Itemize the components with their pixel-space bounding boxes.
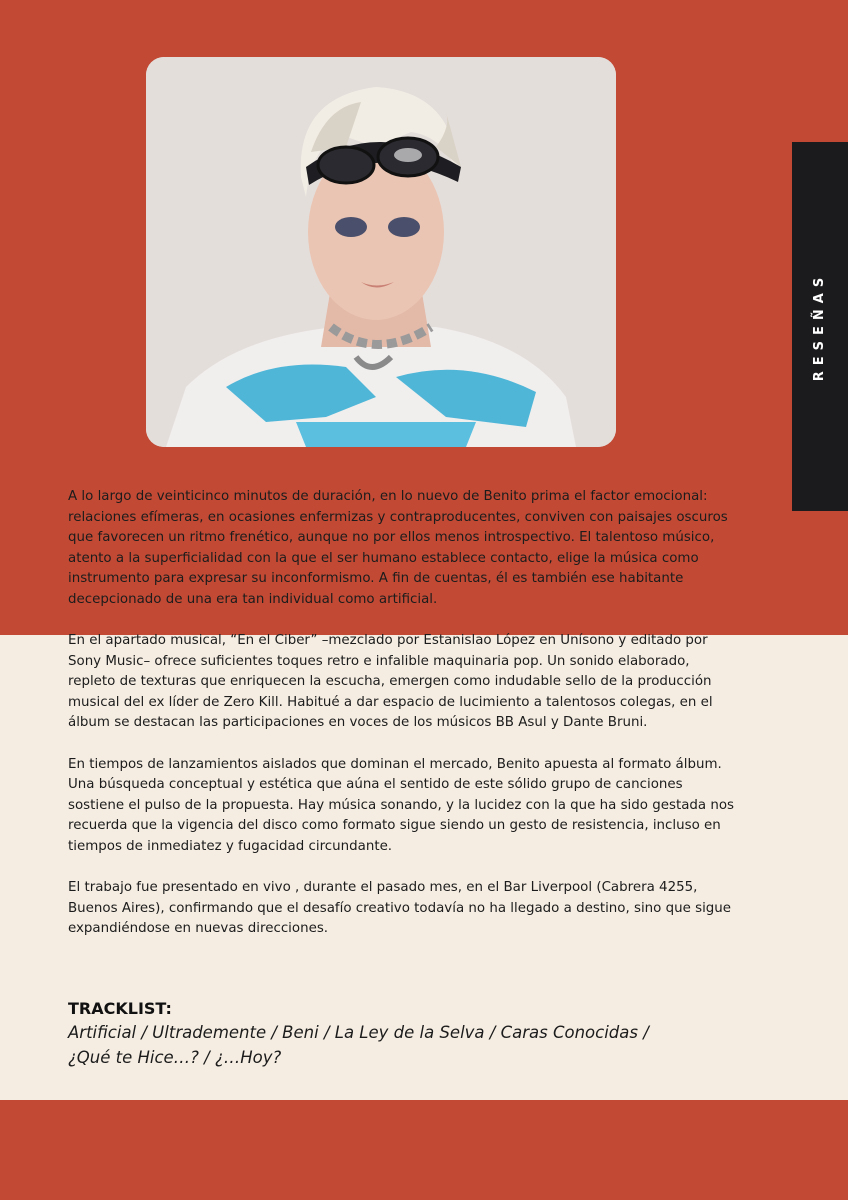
tracklist-line-2: ¿Qué te Hice…? / ¿…Hoy?	[68, 1048, 282, 1067]
tracklist-line-1: Artificial / Ultrademente / Beni / La Ley de la Selva / Caras Conocidas /	[68, 1023, 649, 1042]
review-body	[68, 487, 738, 961]
portrait-illustration	[146, 57, 616, 447]
bottom-color-band	[0, 1100, 848, 1200]
paragraph-4: El trabajo fue presentado en vivo , durante el pasado mes, en el Bar Liverpool (Cabrera 4255, Buenos Aires), confirmando que el desafío creativo todavía no ha llegado a destino, sino que sigue expandiéndose en nuevas direcciones.	[68, 880, 732, 936]
tracklist-heading: TRACKLIST:	[68, 999, 172, 1018]
section-tab-label: RESEÑAS	[812, 271, 828, 382]
section-tab	[792, 142, 848, 511]
artist-portrait	[146, 57, 616, 447]
paragraph-3: En tiempos de lanzamientos aislados que dominan el mercado, Benito apuesta al formato álbum. Una búsqueda conceptual y estética que aúna el sentido de este sólido grupo de canciones sostiene el pulso de la propuesta. Hay música sonando, y la lucidez con la que ha sido gestada nos recuerda que la vigencia del disco como formato sigue siendo un gesto de resistencia, incluso en tiempos de inmediatez y fugacidad circundante.	[68, 756, 735, 854]
paragraph-1: A lo largo de veinticinco minutos de duración, en lo nuevo de Benito prima el factor emocional: relaciones efímeras, en ocasiones enfermizas y contraproducentes, conviven con paisajes oscuros que favorecen un ritmo frenético, aunque no por ellos menos introspectivo. El talentoso músico, atento a la superficialidad con la que el ser humano establece contacto, elige la música como instrumento para expresar su inconformismo. A fin de cuentas, él es también ese habitante decepcionado de una era tan individual como artificial.	[68, 489, 728, 607]
paragraph-2: En el apartado musical, “En el Ciber” –mezclado por Estanislao López en Unísono y editado por Sony Music– ofrece suficientes toques retro e infalible maquinaria pop. Un sonido elaborado, repleto de texturas que enriquecen la escucha, emergen como indudable sello de la producción musical del ex líder de Zero Kill. Habitué a dar espacio de lucimiento a talentosos colegas, en el álbum se destacan las participaciones en voces de los músicos BB Asul y Dante Bruni.	[68, 633, 713, 730]
tracklist	[68, 998, 708, 1070]
